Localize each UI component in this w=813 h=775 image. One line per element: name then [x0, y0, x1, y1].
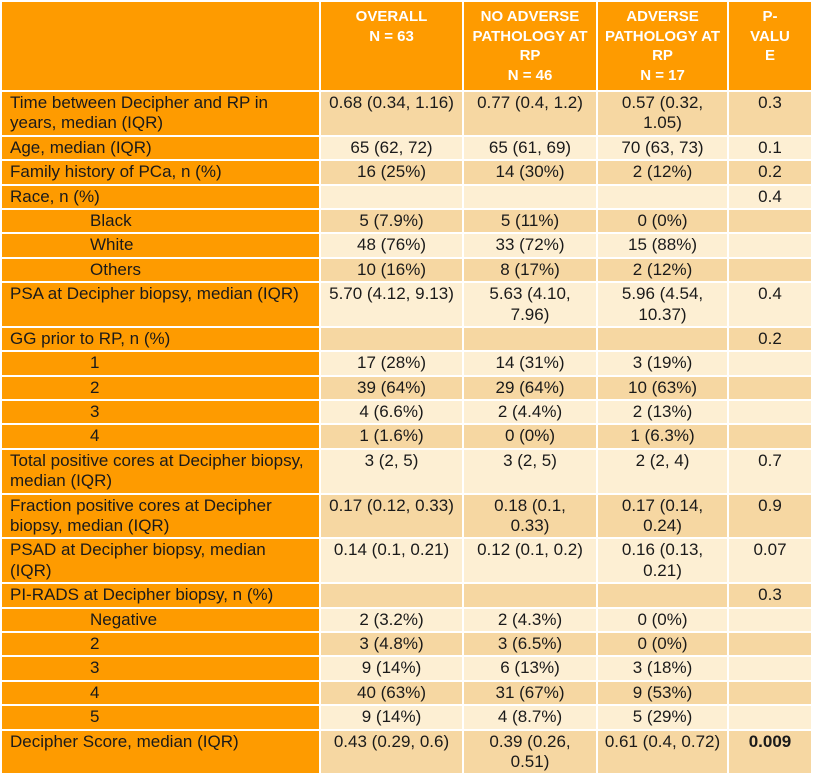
table-body — [2, 92, 811, 773]
table-row — [2, 161, 811, 183]
p-value-cell — [729, 657, 811, 679]
table-row — [2, 706, 811, 728]
row-label-cell: Family history of PCa, n (%) — [2, 161, 319, 183]
overall-cell: 65 (62, 72) — [321, 137, 462, 159]
row-label-cell: PSAD at Decipher biopsy, median (IQR) — [2, 539, 319, 582]
p-value-cell: 0.07 — [729, 539, 811, 582]
adverse-cell: 0 (0%) — [598, 633, 727, 655]
no-adverse-cell: 0.39 (0.26, 0.51) — [464, 731, 596, 774]
table-row — [2, 450, 811, 493]
p-value-cell — [729, 259, 811, 281]
no-adverse-cell: 29 (64%) — [464, 377, 596, 399]
p-value-cell — [729, 377, 811, 399]
p-value-cell: 0.9 — [729, 495, 811, 538]
p-value-cell: 0.2 — [729, 328, 811, 350]
overall-cell: 0.43 (0.29, 0.6) — [321, 731, 462, 774]
table-row — [2, 539, 811, 582]
no-adverse-cell — [464, 584, 596, 606]
no-adverse-cell: 0.18 (0.1, 0.33) — [464, 495, 596, 538]
table-row — [2, 633, 811, 655]
adverse-cell: 9 (53%) — [598, 682, 727, 704]
row-label-cell: Decipher Score, median (IQR) — [2, 731, 319, 774]
no-adverse-cell: 3 (2, 5) — [464, 450, 596, 493]
adverse-cell: 0.57 (0.32, 1.05) — [598, 92, 727, 135]
table-row — [2, 234, 811, 256]
overall-cell — [321, 186, 462, 208]
table-row — [2, 584, 811, 606]
overall-cell: 0.14 (0.1, 0.21) — [321, 539, 462, 582]
p-value-cell: 0.3 — [729, 92, 811, 135]
overall-cell: 10 (16%) — [321, 259, 462, 281]
no-adverse-cell: 14 (31%) — [464, 352, 596, 374]
p-value-cell — [729, 401, 811, 423]
table-row — [2, 259, 811, 281]
adverse-cell: 5.96 (4.54, 10.37) — [598, 283, 727, 326]
no-adverse-cell: 14 (30%) — [464, 161, 596, 183]
row-label-cell: Age, median (IQR) — [2, 137, 319, 159]
row-label-cell: PSA at Decipher biopsy, median (IQR) — [2, 283, 319, 326]
adverse-cell: 0.16 (0.13, 0.21) — [598, 539, 727, 582]
overall-cell: 5 (7.9%) — [321, 210, 462, 232]
header-cell-overall — [321, 2, 462, 90]
p-value-cell: 0.4 — [729, 186, 811, 208]
header-cell-no-adverse — [464, 2, 596, 90]
table-row — [2, 283, 811, 326]
table-row — [2, 657, 811, 679]
adverse-cell — [598, 328, 727, 350]
overall-cell: 9 (14%) — [321, 706, 462, 728]
row-label-cell: 5 — [2, 706, 319, 728]
p-value-cell — [729, 609, 811, 631]
row-label-cell: Race, n (%) — [2, 186, 319, 208]
no-adverse-cell: 0.77 (0.4, 1.2) — [464, 92, 596, 135]
no-adverse-cell: 0.12 (0.1, 0.2) — [464, 539, 596, 582]
overall-cell: 2 (3.2%) — [321, 609, 462, 631]
header-cell-empty — [2, 2, 319, 90]
adverse-cell — [598, 584, 727, 606]
row-label-cell: White — [2, 234, 319, 256]
adverse-cell: 10 (63%) — [598, 377, 727, 399]
no-adverse-cell: 33 (72%) — [464, 234, 596, 256]
no-adverse-cell: 5.63 (4.10, 7.96) — [464, 283, 596, 326]
no-adverse-cell: 3 (6.5%) — [464, 633, 596, 655]
overall-cell: 17 (28%) — [321, 352, 462, 374]
p-value-cell — [729, 425, 811, 447]
header-n-count: N = 17 — [640, 66, 685, 84]
overall-cell — [321, 328, 462, 350]
adverse-cell: 3 (19%) — [598, 352, 727, 374]
no-adverse-cell: 8 (17%) — [464, 259, 596, 281]
row-label-cell: Black — [2, 210, 319, 232]
adverse-cell: 2 (12%) — [598, 259, 727, 281]
header-cell-p-value — [729, 2, 811, 90]
p-value-cell: 0.4 — [729, 283, 811, 326]
p-value-cell: 0.1 — [729, 137, 811, 159]
header-label: P-VALUE — [750, 8, 790, 64]
header-n-count: N = 46 — [507, 66, 553, 84]
row-label-cell: 4 — [2, 682, 319, 704]
adverse-cell: 2 (2, 4) — [598, 450, 727, 493]
overall-cell: 3 (4.8%) — [321, 633, 462, 655]
p-value-cell: 0.7 — [729, 450, 811, 493]
p-value-cell — [729, 234, 811, 256]
header-row — [2, 2, 811, 90]
overall-cell: 0.17 (0.12, 0.33) — [321, 495, 462, 538]
adverse-cell: 3 (18%) — [598, 657, 727, 679]
no-adverse-cell: 2 (4.4%) — [464, 401, 596, 423]
p-value-cell — [729, 682, 811, 704]
adverse-cell: 1 (6.3%) — [598, 425, 727, 447]
row-label-cell: 3 — [2, 401, 319, 423]
header-label: ADVERSE PATHOLOGY AT RP — [605, 8, 720, 64]
adverse-cell: 2 (13%) — [598, 401, 727, 423]
no-adverse-cell — [464, 328, 596, 350]
overall-cell: 48 (76%) — [321, 234, 462, 256]
overall-cell: 4 (6.6%) — [321, 401, 462, 423]
table-row — [2, 92, 811, 135]
overall-cell: 9 (14%) — [321, 657, 462, 679]
header-n-count: N = 63 — [369, 27, 414, 45]
table-row — [2, 609, 811, 631]
row-label-cell: 1 — [2, 352, 319, 374]
p-value-cell — [729, 210, 811, 232]
row-label-cell: Total positive cores at Decipher biopsy, median (IQR) — [2, 450, 319, 493]
row-label-cell: PI-RADS at Decipher biopsy, n (%) — [2, 584, 319, 606]
table-row — [2, 210, 811, 232]
table-row — [2, 377, 811, 399]
table-row — [2, 731, 811, 774]
adverse-cell: 2 (12%) — [598, 161, 727, 183]
no-adverse-cell: 31 (67%) — [464, 682, 596, 704]
table-row — [2, 425, 811, 447]
table-row — [2, 137, 811, 159]
no-adverse-cell: 6 (13%) — [464, 657, 596, 679]
header-label: OVERALL — [355, 8, 428, 25]
adverse-cell — [598, 186, 727, 208]
row-label-cell: 3 — [2, 657, 319, 679]
no-adverse-cell: 5 (11%) — [464, 210, 596, 232]
row-label-cell: 4 — [2, 425, 319, 447]
no-adverse-cell: 2 (4.3%) — [464, 609, 596, 631]
table-row — [2, 328, 811, 350]
no-adverse-cell: 65 (61, 69) — [464, 137, 596, 159]
adverse-cell: 0.61 (0.4, 0.72) — [598, 731, 727, 774]
overall-cell: 16 (25%) — [321, 161, 462, 183]
overall-cell: 3 (2, 5) — [321, 450, 462, 493]
row-label-cell: Others — [2, 259, 319, 281]
table-row — [2, 682, 811, 704]
table-row — [2, 352, 811, 374]
p-value-cell — [729, 706, 811, 728]
overall-cell — [321, 584, 462, 606]
overall-cell: 0.68 (0.34, 1.16) — [321, 92, 462, 135]
no-adverse-cell: 4 (8.7%) — [464, 706, 596, 728]
adverse-cell: 70 (63, 73) — [598, 137, 727, 159]
p-value-cell — [729, 633, 811, 655]
overall-cell: 39 (64%) — [321, 377, 462, 399]
row-label-cell: 2 — [2, 633, 319, 655]
p-value-cell — [729, 352, 811, 374]
p-value-cell: 0.009 — [729, 731, 811, 774]
overall-cell: 5.70 (4.12, 9.13) — [321, 283, 462, 326]
adverse-cell: 15 (88%) — [598, 234, 727, 256]
adverse-cell: 5 (29%) — [598, 706, 727, 728]
row-label-cell: Negative — [2, 609, 319, 631]
row-label-cell: Time between Decipher and RP in years, median (IQR) — [2, 92, 319, 135]
adverse-cell: 0 (0%) — [598, 609, 727, 631]
adverse-cell: 0.17 (0.14, 0.24) — [598, 495, 727, 538]
row-label-cell: 2 — [2, 377, 319, 399]
overall-cell: 1 (1.6%) — [321, 425, 462, 447]
overall-cell: 40 (63%) — [321, 682, 462, 704]
table-row — [2, 186, 811, 208]
adverse-cell: 0 (0%) — [598, 210, 727, 232]
table-row — [2, 401, 811, 423]
row-label-cell: GG prior to RP, n (%) — [2, 328, 319, 350]
header-label: NO ADVERSE PATHOLOGY AT RP — [472, 8, 588, 64]
p-value-cell: 0.2 — [729, 161, 811, 183]
header-cell-adverse — [598, 2, 727, 90]
table-row — [2, 495, 811, 538]
no-adverse-cell — [464, 186, 596, 208]
no-adverse-cell: 0 (0%) — [464, 425, 596, 447]
p-value-cell: 0.3 — [729, 584, 811, 606]
row-label-cell: Fraction positive cores at Decipher biopsy, median (IQR) — [2, 495, 319, 538]
